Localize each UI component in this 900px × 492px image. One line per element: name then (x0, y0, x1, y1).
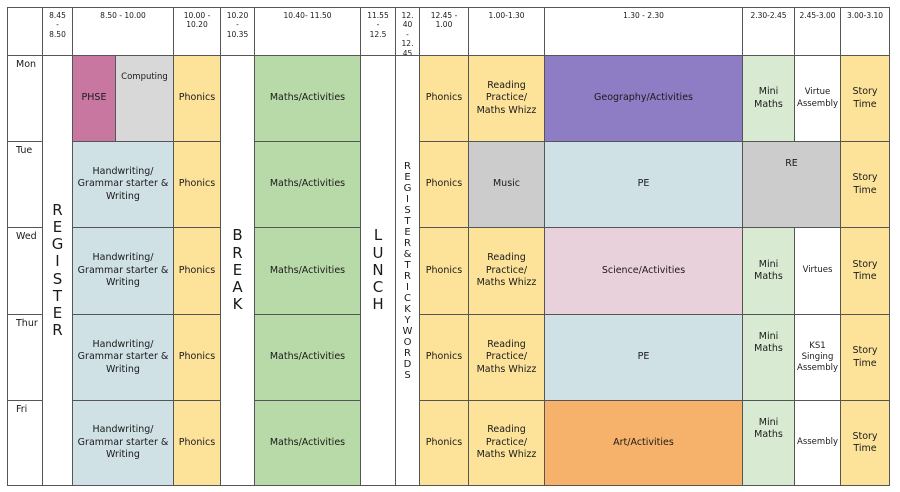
vertical-letter: T (52, 286, 63, 305)
cell-text-line: 12. (401, 39, 414, 49)
cell-text-line: 1.00 (435, 20, 453, 30)
cell-text-line: - (406, 29, 409, 39)
cell-text-line: Singing (801, 351, 834, 362)
cell-text-line: Mini (758, 417, 779, 428)
vertical-letter: D (403, 358, 412, 370)
cell-text-line: Virtue (804, 87, 831, 98)
cell-text-line: Art/Activities (613, 436, 674, 448)
vertical-letter: R (52, 321, 63, 340)
cell-text-line: Reading (487, 338, 526, 350)
cell-text-line: Science/Activities (601, 264, 686, 276)
vertical-letter: K (232, 295, 243, 314)
reading-cell (468, 400, 545, 486)
day-label (7, 314, 43, 401)
mini-maths-cell (742, 55, 795, 142)
cell-text-line: 10.40- 11.50 (283, 11, 332, 20)
vertical-letter: R (52, 200, 63, 219)
thu-ks1-assembly (794, 314, 841, 401)
vertical-letter: G (403, 182, 412, 194)
phonics-cell (173, 55, 221, 142)
cell-text-line: Reading (487, 424, 526, 436)
cell-text-line: PE (637, 178, 650, 190)
vertical-letter: A (232, 278, 243, 297)
cell-text-line: Handwriting/ (92, 165, 154, 177)
cell-text-line: Music (492, 178, 521, 190)
cell-text-line: Time (853, 184, 877, 196)
cell-text-line: Practice/ (485, 351, 528, 363)
cell-text-line: 12.5 (369, 29, 387, 39)
cell-text-line: Grammar starter & (77, 436, 169, 448)
day-label (7, 141, 43, 228)
vertical-letter: S (404, 369, 411, 381)
fri-assembly (794, 400, 841, 486)
cell-text-line: 8.50 - 10.00 (100, 11, 146, 20)
vertical-letter: Y (404, 314, 411, 326)
cell-text-line: 40 (402, 20, 413, 30)
cell-text-line: 10.35 (226, 29, 249, 39)
cell-text-line: Writing (106, 190, 140, 202)
register-tricky-words-column (395, 55, 420, 486)
cell-text-line: Time (853, 98, 877, 110)
cell-text-line: Mini (758, 258, 779, 270)
cell-text-line: Computing (121, 72, 168, 82)
cell-text-line: RE (785, 158, 798, 169)
vertical-letter: T (404, 215, 411, 227)
cell-text-line: Handwriting/ (92, 252, 154, 264)
reading-cell (468, 314, 545, 401)
cell-text-line: Story (852, 345, 878, 357)
story-time-cell (840, 141, 890, 228)
phonics-cell (419, 141, 469, 228)
cell-text-line: Phonics (425, 178, 463, 190)
cell-text-line: Practice/ (485, 92, 528, 104)
phonics-cell (173, 227, 221, 315)
reading-cell (468, 55, 545, 142)
day-name: Mon (16, 59, 37, 70)
vertical-letter: E (232, 260, 243, 279)
cell-text-line: Maths/Activities (269, 92, 346, 104)
tue-music (468, 141, 545, 228)
vertical-letter: B (232, 226, 243, 245)
maths-cell (254, 227, 361, 315)
cell-text-line: Time (853, 443, 877, 454)
cell-text-line: Geography/Activities (594, 92, 693, 104)
day-name: Fri (16, 404, 28, 415)
header-h13 (840, 7, 890, 56)
cell-text-line: Phonics (425, 264, 463, 276)
cell-text-line: Mini (758, 86, 779, 98)
cell-text-line: 3.00-3.10 (846, 11, 884, 20)
vertical-letter: N (372, 260, 384, 279)
cell-text-line: Handwriting/ (92, 338, 154, 350)
phonics-cell (419, 55, 469, 142)
vertical-letter: R (404, 347, 411, 359)
cell-text-line: PHSE (81, 92, 107, 104)
mon-phse (72, 55, 116, 142)
cell-text-line: Maths Whizz (476, 104, 537, 116)
maths-cell (254, 314, 361, 401)
header-corner (7, 7, 43, 56)
header-h2 (72, 7, 174, 56)
cell-text-line: Practice/ (485, 264, 528, 276)
cell-text-line: Maths/Activities (269, 178, 346, 190)
story-time-cell (840, 314, 890, 401)
cell-text-line: Grammar starter & (77, 264, 169, 276)
vertical-letter: I (406, 281, 409, 293)
cell-text-line: Phonics (178, 178, 216, 190)
cell-text-line: Phonics (425, 92, 463, 104)
day-name: Tue (16, 145, 33, 156)
header-h6 (360, 7, 396, 56)
day-name: Wed (16, 231, 37, 242)
cell-text-line: 2.30-2.45 (750, 11, 787, 20)
vertical-letter: S (52, 269, 63, 288)
tue-re (742, 141, 841, 228)
cell-text-line: - (376, 20, 380, 30)
cell-text-line: Story (852, 258, 878, 270)
phonics-cell (173, 314, 221, 401)
cell-text-line: 10.20 (226, 11, 249, 20)
header-h8 (419, 7, 469, 56)
cell-text-line: 12. (401, 11, 414, 20)
break-column (220, 55, 255, 486)
cell-text-line: Maths (754, 271, 783, 282)
vertical-letter: E (404, 171, 411, 183)
cell-text-line: Reading (487, 79, 526, 91)
handwriting-cell (72, 227, 174, 315)
cell-text-line: 8.50 (49, 29, 66, 39)
cell-text-line: Grammar starter & (77, 178, 169, 190)
cell-text-line: Writing (106, 449, 140, 461)
vertical-letter: R (404, 237, 411, 249)
story-time-cell (840, 227, 890, 315)
cell-text-line: Story (852, 172, 878, 184)
vertical-letter: E (404, 226, 411, 238)
header-h1 (42, 7, 73, 56)
mini-maths-cell (742, 400, 795, 486)
vertical-letter: E (52, 304, 63, 322)
story-time-cell (840, 400, 890, 486)
cell-text-line: Assembly (797, 437, 838, 448)
vertical-letter: E (52, 217, 63, 236)
day-label (7, 55, 43, 142)
cell-text-line: 10.00 - (183, 11, 211, 20)
vertical-letter: S (404, 204, 411, 216)
cell-text-line: Phonics (178, 351, 216, 363)
cell-text-line: Mini (758, 331, 779, 342)
timetable (7, 7, 889, 485)
register-column (42, 55, 73, 486)
cell-text-line: Phonics (425, 436, 463, 448)
wed-virtues (794, 227, 841, 315)
vertical-letter: L (373, 226, 383, 245)
cell-text-line: Story (852, 86, 878, 98)
mon-virtue-assembly (794, 55, 841, 142)
cell-text-line: Maths (754, 98, 783, 110)
cell-text-line: Virtues (802, 265, 833, 276)
vertical-letter: W (402, 325, 413, 337)
day-name: Thur (16, 318, 38, 329)
header-h10 (544, 7, 743, 56)
phonics-cell (419, 314, 469, 401)
vertical-letter: O (403, 336, 412, 348)
phonics-cell (173, 141, 221, 228)
cell-text-line: PE (637, 351, 650, 363)
story-time-cell (840, 55, 890, 142)
cell-text-line: - (56, 20, 59, 30)
cell-text-line: Maths/Activities (269, 264, 346, 276)
cell-text-line: 1.00-1.30 (488, 11, 525, 20)
vertical-letter: G (51, 235, 64, 253)
header-h11 (742, 7, 795, 56)
handwriting-cell (72, 400, 174, 486)
cell-text-line: - (236, 20, 239, 30)
cell-text-line: Grammar starter & (77, 351, 169, 363)
cell-text-line: Maths/Activities (269, 351, 346, 363)
vertical-letter: I (55, 252, 60, 271)
cell-text-line: Reading (487, 252, 526, 264)
header-h5 (254, 7, 361, 56)
reading-cell (468, 227, 545, 315)
cell-text-line: Maths/Activities (269, 436, 346, 448)
phonics-cell (173, 400, 221, 486)
cell-text-line: Phonics (425, 351, 463, 363)
mini-maths-cell (742, 227, 795, 315)
maths-cell (254, 55, 361, 142)
vertical-letter: H (372, 295, 384, 314)
mon-computing (115, 55, 174, 142)
cell-text-line: 1.30 - 2.30 (623, 11, 664, 20)
header-h12 (794, 7, 841, 56)
vertical-letter: C (372, 278, 384, 297)
cell-text-line: 45 (402, 48, 413, 56)
cell-text-line: Maths (754, 429, 783, 441)
vertical-letter: R (404, 160, 411, 172)
vertical-letter: & (403, 248, 412, 260)
cell-text-line: Practice/ (485, 436, 528, 448)
vertical-letter: K (404, 303, 411, 315)
vertical-letter: C (404, 292, 411, 304)
cell-text-line: Time (853, 357, 877, 369)
cell-text-line: Maths Whizz (476, 277, 537, 289)
vertical-letter: R (232, 243, 243, 262)
cell-text-line: Maths Whizz (476, 449, 537, 461)
day-label (7, 227, 43, 315)
cell-text-line: Assembly (797, 363, 838, 374)
phonics-cell (419, 227, 469, 315)
cell-text-line: Writing (106, 277, 140, 289)
vertical-letter: T (404, 259, 411, 271)
mini-maths-cell (742, 314, 795, 401)
cell-text-line: 10.20 (186, 20, 208, 30)
cell-text-line: Phonics (178, 92, 216, 104)
vertical-letter: I (406, 193, 409, 205)
phonics-cell (419, 400, 469, 486)
cell-text-line: 8.45 (49, 11, 66, 20)
fri-art (544, 400, 743, 486)
cell-text-line: KS1 (809, 340, 826, 351)
cell-text-line: Phonics (178, 436, 216, 448)
vertical-letter: U (372, 243, 384, 262)
cell-text-line: Writing (106, 363, 140, 375)
day-label (7, 400, 43, 486)
cell-text-line: 2.45-3.00 (799, 11, 836, 20)
cell-text-line: 11.55 (367, 11, 389, 20)
handwriting-cell (72, 141, 174, 228)
cell-text-line: Phonics (178, 264, 216, 276)
cell-text-line: Story (852, 430, 878, 442)
cell-text-line: 12.45 - (430, 11, 458, 20)
cell-text-line: Time (853, 271, 877, 282)
header-h7 (395, 7, 420, 56)
cell-text-line: Handwriting/ (92, 424, 154, 436)
mon-geography (544, 55, 743, 142)
handwriting-cell (72, 314, 174, 401)
vertical-letter: R (404, 270, 411, 282)
tue-pe (544, 141, 743, 228)
lunch-column (360, 55, 396, 486)
maths-cell (254, 400, 361, 486)
maths-cell (254, 141, 361, 228)
header-h3 (173, 7, 221, 56)
header-h4 (220, 7, 255, 56)
cell-text-line: Maths (754, 343, 783, 355)
cell-text-line: Maths Whizz (476, 363, 537, 375)
thu-pe (544, 314, 743, 401)
wed-science (544, 227, 743, 315)
header-h9 (468, 7, 545, 56)
cell-text-line: Assembly (797, 98, 838, 109)
